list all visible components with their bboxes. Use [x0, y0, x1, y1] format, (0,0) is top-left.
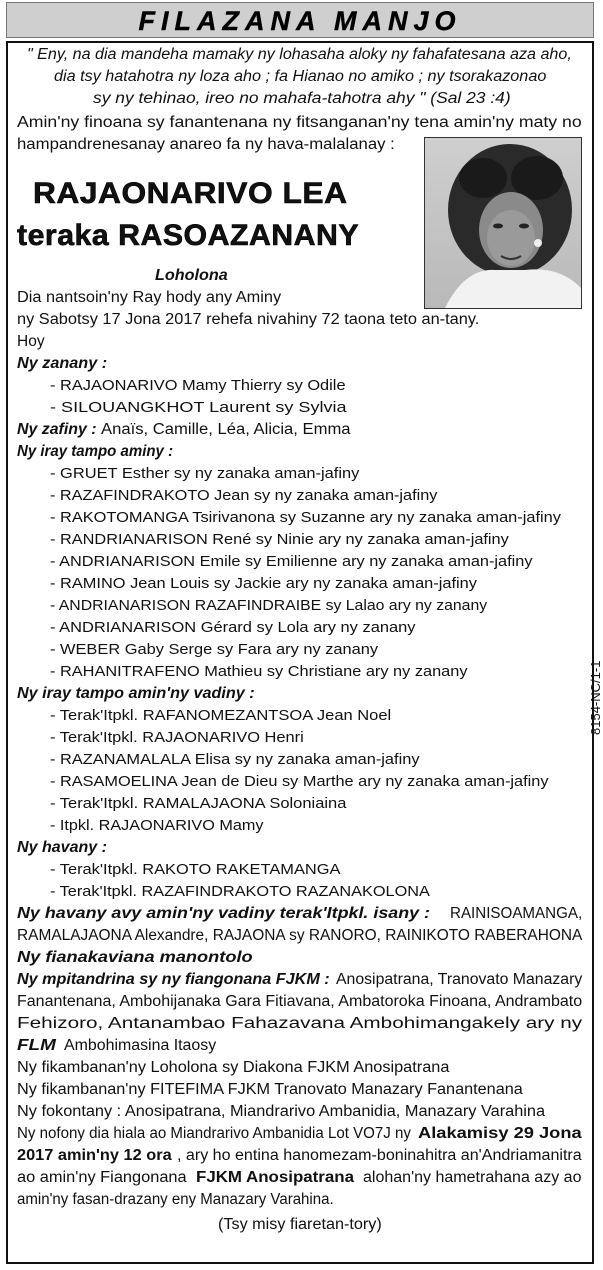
list-item: - GRUET Esther sy ny zanaka aman-jafiny — [50, 465, 360, 482]
siblings-label: Ny iray tampo aminy : — [17, 443, 174, 460]
spouse-relatives-label: Ny havany avy amin'ny vadiny terak'Itpkl. isany : — [17, 905, 431, 922]
children-label: Ny zanany : — [17, 355, 108, 372]
intro-line: Amin'ny finoana sy fanantenana ny fitsanganan'ny tena amin'ny maty no — [17, 114, 582, 131]
list-item: - ANDRIANARISON Gérard sy Lola ary ny zanany — [50, 619, 416, 636]
deceased-line: ny Sabotsy 17 Jona 2017 rehefa nivahiny 72 taona teto an-tany. — [17, 311, 480, 328]
notice-header — [6, 2, 594, 38]
spouse-relatives-value: RAINISOAMANGA, — [450, 905, 583, 922]
notice-title: FILAZANA MANJO — [138, 6, 462, 36]
flm-label: FLM — [17, 1037, 56, 1054]
list-item: - RAKOTOMANGA Tsirivanona sy Suzanne ary ny zanaka aman-jafiny — [50, 509, 561, 526]
list-item: - ANDRIANARISON RAZAFINDRAIBE sy Lalao ary ny zanany — [50, 597, 488, 614]
church-line: Ambohimasina Itaosy — [64, 1037, 217, 1054]
church-line: Fanantenana, Ambohijanaka Gara Fitiavana, Ambatoroka Finoana, Andrambato — [17, 993, 583, 1010]
funeral-line: , ary ho entina hanomezam-boninahitra an'Andriamanitra — [177, 1147, 582, 1164]
association-line: Ny fikambanan'ny FITEFIMA FJKM Tranovato Manazary Fanantenana — [17, 1081, 523, 1098]
list-item: - Terak'Itpkl. RAFANOMEZANTSOA Jean Noel — [50, 707, 392, 724]
list-item: - RAMINO Jean Louis sy Jackie ary ny zanaka aman-jafiny — [50, 575, 478, 592]
spouse-siblings-label: Ny iray tampo amin'ny vadiny : — [17, 685, 255, 702]
deceased-line: Dia nantsoin'ny Ray hody any Aminy — [17, 289, 282, 306]
list-item: - SILOUANGKHOT Laurent sy Sylvia — [50, 399, 347, 416]
list-item: - RAHANITRAFENO Mathieu sy Christiane ary ny zanany — [50, 663, 468, 680]
grandchildren-label: Ny zafiny : — [17, 421, 97, 438]
intro-line: hampandrenesanay anareo fa ny hava-malalanay : — [17, 136, 395, 153]
deceased-maiden-name: teraka RASOAZANANY — [17, 219, 360, 252]
list-item: - Itpkl. RAJAONARIVO Mamy — [50, 817, 264, 834]
church-label: Ny mpitandrina sy ny fiangonana FJKM : — [17, 971, 330, 988]
relatives-label: Ny havany : — [17, 839, 108, 856]
whole-family-label: Ny fianakaviana manontolo — [17, 949, 253, 966]
list-item: - WEBER Gaby Serge sy Fara ary ny zanany — [50, 641, 379, 658]
list-item: - Terak'Itpkl. RAZAFINDRAKOTO RAZANAKOLONA — [50, 883, 430, 900]
funeral-line: Ny nofony dia hiala ao Miandrarivo Ambanidia Lot VO7J ny — [17, 1125, 411, 1142]
church-value: Anosipatrana, Tranovato Manazary — [336, 971, 583, 988]
deceased-line: Hoy — [17, 333, 45, 350]
list-item: - Terak'Itpkl. RAJAONARIVO Henri — [50, 729, 304, 746]
list-item: - RAJAONARIVO Mamy Thierry sy Odile — [50, 377, 346, 394]
verse-line: " Eny, na dia mandeha mamaky ny lohasaha aloky ny fahafatesana aza aho, — [27, 46, 572, 63]
deceased-title: Loholona — [155, 267, 228, 284]
spouse-relatives-value: RAMALAJAONA Alexandre, RAJAONA sy RANORO, RAINIKOTO RABERAHONA — [17, 927, 583, 944]
deceased-name: RAJAONARIVO LEA — [33, 177, 348, 210]
grandchildren-value: Anaïs, Camille, Léa, Alicia, Emma — [101, 421, 351, 438]
funeral-date: Alakamisy 29 Jona — [418, 1125, 582, 1142]
list-item: - Terak'Itpkl. RAMALAJAONA Soloniaina — [50, 795, 347, 812]
ad-code: 8154-NC/1-1 — [588, 660, 603, 735]
funeral-church: FJKM Anosipatrana — [196, 1169, 354, 1186]
deceased-photo — [424, 137, 582, 309]
list-item: - RASAMOELINA Jean de Dieu sy Marthe ary ny zanaka aman-jafiny — [50, 773, 549, 790]
list-item: - Terak'Itpkl. RAKOTO RAKETAMANGA — [50, 861, 341, 878]
association-line: Ny fikambanan'ny Loholona sy Diakona FJKM Anosipatrana — [17, 1059, 450, 1076]
list-item: - RAZAFINDRAKOTO Jean sy ny zanaka aman-jafiny — [50, 487, 438, 504]
association-line: Ny fokontany : Anosipatrana, Miandrarivo Ambanidia, Manazary Varahina — [17, 1103, 546, 1120]
funeral-line: ao amin'ny Fiangonana — [17, 1169, 187, 1186]
verse-line: dia tsy hatahotra ny loza aho ; fa Hianao no amiko ; ny tsorakazonao — [54, 68, 547, 85]
funeral-line: alohan'ny hametrahana azy ao — [363, 1169, 582, 1186]
funeral-line: amin'ny fasan-drazany eny Manazary Varahina. — [17, 1191, 334, 1208]
closing-note: (Tsy misy fiaretan-tory) — [218, 1216, 382, 1233]
funeral-time: 2017 amin'ny 12 ora — [17, 1147, 172, 1164]
list-item: - RAZANAMALALA Elisa sy ny zanaka aman-jafiny — [50, 751, 420, 768]
list-item: - ANDRIANARISON Emile sy Emilienne ary ny zanaka aman-jafiny — [50, 553, 533, 570]
verse-line: sy ny tehinao, ireo no mahafa-tahotra ahy " (Sal 23 :4) — [93, 90, 511, 107]
church-line: Fehizoro, Antanambao Fahazavana Ambohimangakely ary ny — [17, 1015, 583, 1032]
list-item: - RANDRIANARISON René sy Ninie ary ny zanaka aman-jafiny — [50, 531, 509, 548]
